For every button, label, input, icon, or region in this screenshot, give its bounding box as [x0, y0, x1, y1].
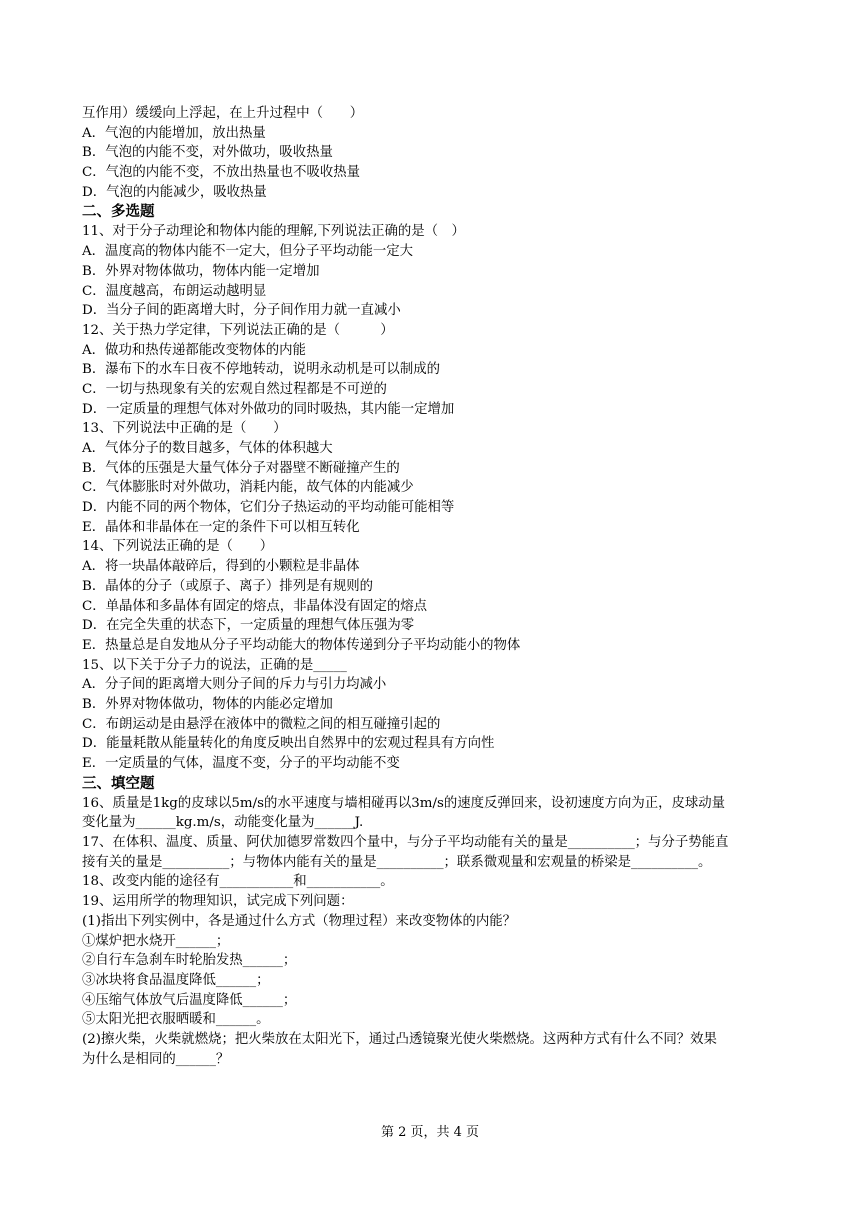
question-text: 12、关于热力学定律，下列说法正确的是（ ） — [82, 322, 394, 338]
answer-option: ①煤炉把水烧开______； — [82, 933, 230, 949]
question-text: 16、质量是1kg的皮球以5m/s的水平速度与墙相碰再以3m/s的速度反弹回来，设初速度方向为正，皮球动量 — [82, 795, 726, 811]
question-text: 变化量为______kg.m/s，动能变化量为______J. — [82, 815, 364, 831]
question-text: 互作用）缓缓向上浮起，在上升过程中（ ） — [82, 106, 364, 121]
answer-option: A．气体分子的数目越多，气体的体积越大 — [82, 441, 333, 456]
question-text: 14、下列说法正确的是（ ） — [82, 539, 274, 555]
question-text: 11、对于分子动理论和物体内能的理解,下列说法正确的是（ ） — [82, 224, 465, 240]
section-heading: 三、填空题 — [82, 775, 155, 792]
section-heading: 二、多选题 — [82, 204, 155, 221]
answer-option: C．温度越高，布朗运动越明显 — [82, 283, 267, 299]
answer-option: D．当分子间的距离增大时，分子间作用力就一直减小 — [82, 303, 401, 319]
answer-option: D．气泡的内能减少，吸收热量 — [82, 184, 267, 200]
answer-option: D．内能不同的两个物体，它们分子热运动的平均动能可能相等 — [82, 500, 455, 516]
question-text: 18、改变内能的途径有___________和___________。 — [82, 874, 394, 890]
answer-option: D．在完全失重的状态下，一定质量的理想气体压强为零 — [82, 618, 415, 634]
question-text: 13、下列说法中正确的是（ ） — [82, 421, 287, 437]
question-text: (1)指出下列实例中，各是通过什么方式（物理过程）来改变物体的内能？ — [82, 913, 517, 929]
document-body — [82, 104, 804, 1069]
page-footer: 第 2 页，共 4 页 — [380, 1125, 480, 1140]
answer-option: B．晶体的分子（或原子、离子）排列是有规则的 — [82, 578, 374, 594]
answer-option: A．温度高的物体内能不一定大，但分子平均动能一定大 — [82, 244, 414, 260]
answer-option: D．一定质量的理想气体对外做功的同时吸热，其内能一定增加 — [82, 401, 455, 417]
answer-option: C．布朗运动是由悬浮在液体中的微粒之间的相互碰撞引起的 — [82, 716, 441, 732]
answer-option: C．气泡的内能不变，不放出热量也不吸收热量 — [82, 165, 361, 181]
answer-option: C．气体膨胀时对外做功，消耗内能，故气体的内能减少 — [82, 480, 414, 496]
answer-option: E．热量总是自发地从分子平均动能大的物体传递到分子平均动能小的物体 — [82, 637, 521, 653]
question-text: 接有关的量是__________；与物体内能有关的量是__________；联系微观量和宏观量的桥梁是__________。 — [82, 854, 712, 870]
answer-option: E．一定质量的气体，温度不变，分子的平均动能不变 — [82, 756, 400, 771]
answer-option: D．能量耗散从能量转化的角度反映出自然界中的宏观过程具有方向性 — [82, 736, 495, 752]
answer-option: B．气泡的内能不变，对外做功，吸收热量 — [82, 145, 333, 161]
answer-option: A．气泡的内能增加，放出热量 — [82, 125, 266, 141]
question-text: 15、以下关于分子力的说法，正确的是_____ — [82, 657, 347, 673]
answer-option: ⑤太阳光把衣服晒暖和______。 — [82, 1012, 270, 1028]
answer-option: A．做功和热传递都能改变物体的内能 — [82, 342, 306, 358]
question-text: 19、运用所学的物理知识，试完成下列问题： — [82, 894, 354, 910]
question-text: 17、在体积、温度、质量、阿伏加德罗常数四个量中，与分子平均动能有关的量是__________；与分子势能直 — [82, 835, 729, 851]
answer-option: B．外界对物体做功，物体的内能必定增加 — [82, 696, 333, 712]
question-text: 为什么是相同的______？ — [82, 1051, 230, 1067]
answer-option: B．外界对物体做功，物体内能一定增加 — [82, 263, 320, 279]
answer-option: C．一切与热现象有关的宏观自然过程都是不可逆的 — [82, 381, 387, 397]
answer-option: B．气体的压强是大量气体分子对器壁不断碰撞产生的 — [82, 460, 400, 476]
question-text: (2)擦火柴，火柴就燃烧；把火柴放在太阳光下，通过凸透镜聚光使火柴燃烧。这两种方式有什么不同？效果 — [82, 1031, 717, 1047]
answer-option: E．晶体和非晶体在一定的条件下可以相互转化 — [82, 519, 360, 535]
answer-option: B．瀑布下的水车日夜不停地转动，说明永动机是可以制成的 — [82, 362, 440, 378]
answer-option: ②自行车急刹车时轮胎发热______； — [82, 953, 297, 969]
answer-option: C．单晶体和多晶体有固定的熔点，非晶体没有固定的熔点 — [82, 598, 428, 614]
answer-option: ④压缩气体放气后温度降低______； — [82, 992, 297, 1008]
answer-option: A．将一块晶体敲碎后，得到的小颗粒是非晶体 — [82, 559, 360, 575]
answer-option: A．分子间的距离增大则分子间的斥力与引力均减小 — [82, 677, 387, 693]
answer-option: ③冰块将食品温度降低______； — [82, 972, 270, 988]
